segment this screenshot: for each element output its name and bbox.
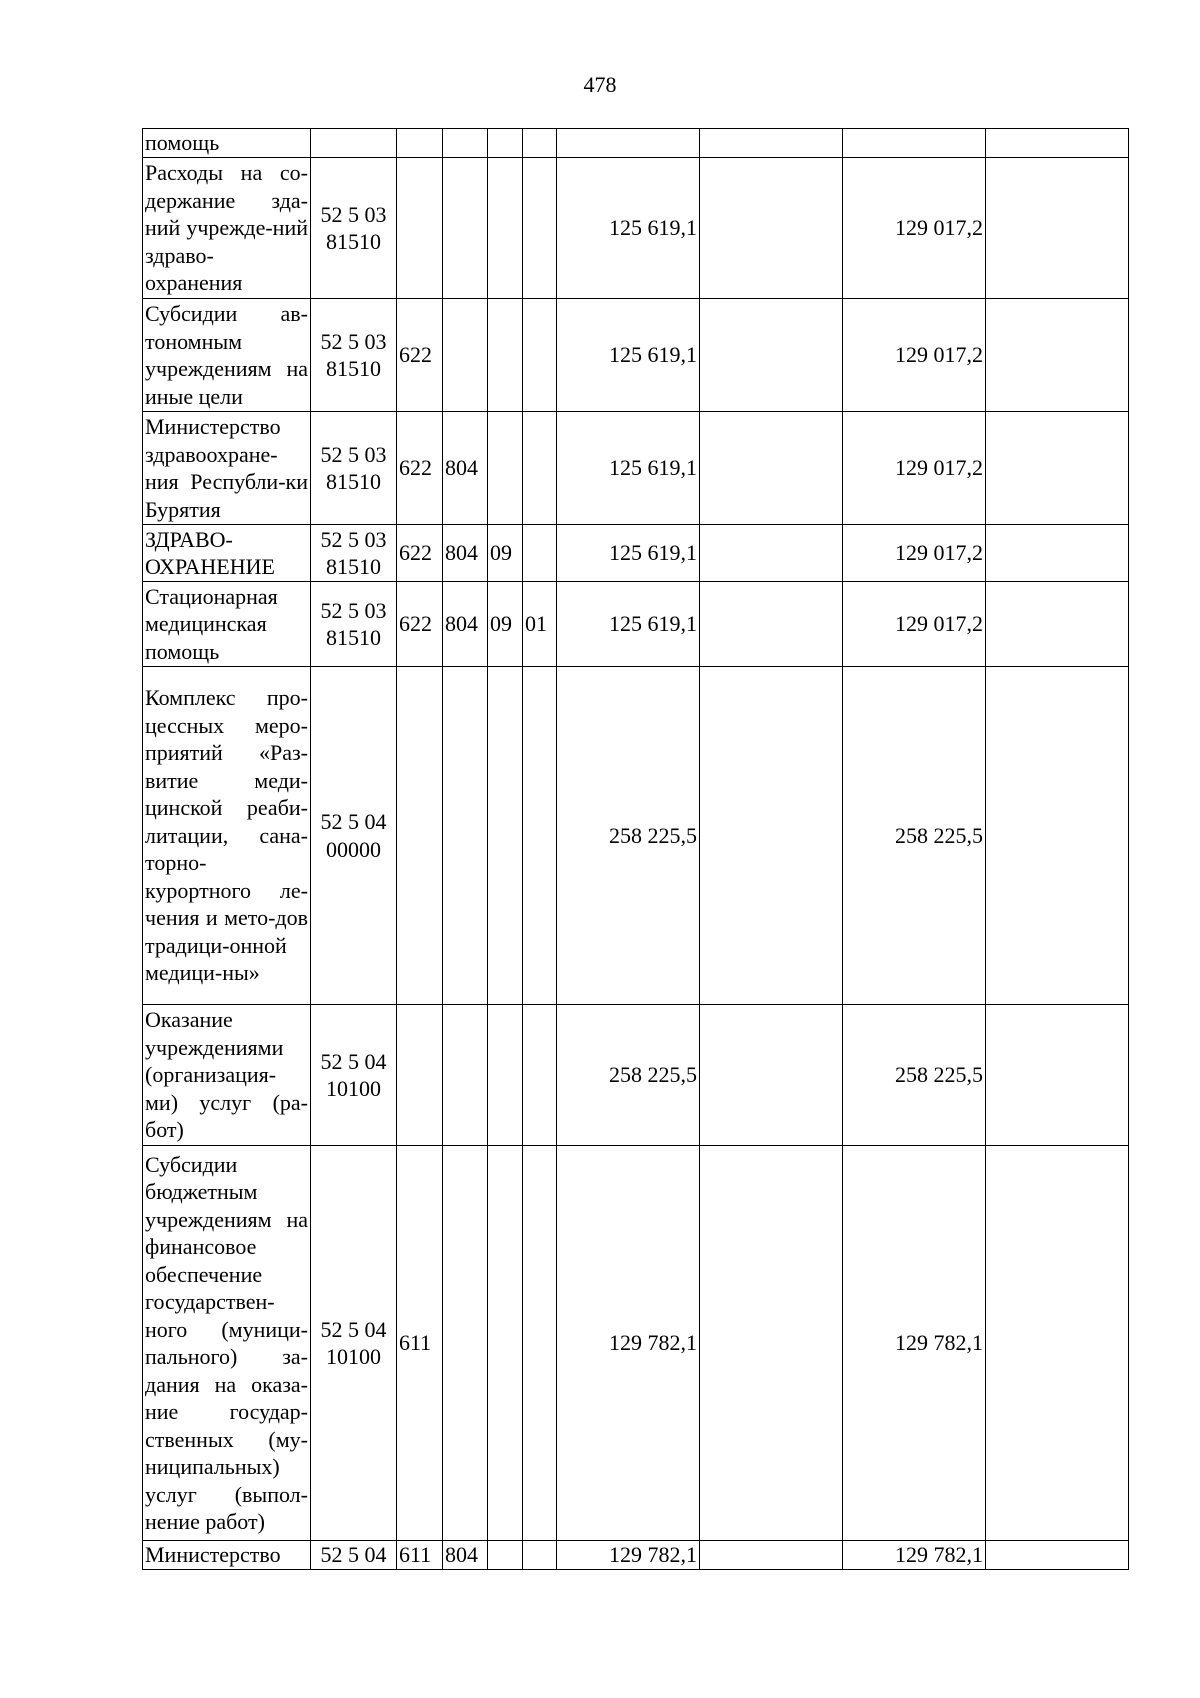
- row-amount-3: 258 225,5: [843, 1005, 986, 1146]
- budget-table: [142, 128, 1129, 1570]
- table-row: [143, 158, 1129, 299]
- row-amount-2: [700, 1541, 843, 1570]
- row-subsection: [523, 525, 557, 582]
- row-amount-4: [986, 129, 1129, 158]
- row-subsection: [523, 1005, 557, 1146]
- row-subsection: [523, 412, 557, 525]
- table-row: [143, 1541, 1129, 1570]
- row-department-code: 804: [443, 582, 488, 667]
- row-section: [488, 667, 523, 1005]
- row-name: Расходы на со-держание зда-ний учрежде-ний здраво-охранения: [143, 158, 311, 299]
- row-amount-1: 258 225,5: [557, 667, 700, 1005]
- row-section: [488, 1146, 523, 1541]
- row-target-code: 52 5 03 81510: [311, 525, 397, 582]
- row-amount-4: [986, 582, 1129, 667]
- row-department-code: [443, 299, 488, 412]
- table-row: [143, 299, 1129, 412]
- row-target-code: 52 5 04 00000: [311, 667, 397, 1005]
- row-subsection: [523, 1541, 557, 1570]
- table-row: [143, 582, 1129, 667]
- row-amount-2: [700, 129, 843, 158]
- row-name: Субсидии бюджетным учреждениям на финансовое обеспечение государствен-ного (муници-пального) за-дания на оказа-ние государ-ственных (му-ниципальных) услуг (выпол-нение работ): [143, 1146, 311, 1541]
- row-target-code: 52 5 03 81510: [311, 582, 397, 667]
- row-amount-3: 258 225,5: [843, 667, 986, 1005]
- row-expense-type: 622: [397, 582, 443, 667]
- row-amount-3: 129 017,2: [843, 582, 986, 667]
- row-section: [488, 1005, 523, 1146]
- row-name: Оказание учреждениями (организация-ми) услуг (ра-бот): [143, 1005, 311, 1146]
- row-department-code: [443, 1146, 488, 1541]
- row-amount-1: 125 619,1: [557, 525, 700, 582]
- row-amount-2: [700, 582, 843, 667]
- row-department-code: 804: [443, 525, 488, 582]
- row-expense-type: 622: [397, 412, 443, 525]
- row-amount-4: [986, 667, 1129, 1005]
- row-amount-1: [557, 129, 700, 158]
- row-expense-type: 611: [397, 1541, 443, 1570]
- row-section: 09: [488, 525, 523, 582]
- row-amount-3: 129 017,2: [843, 158, 986, 299]
- row-department-code: [443, 667, 488, 1005]
- row-amount-2: [700, 412, 843, 525]
- row-section: [488, 1541, 523, 1570]
- row-amount-1: 125 619,1: [557, 412, 700, 525]
- row-name: Комплекс про-цессных меро-приятий «Раз-витие меди-цинской реаби-литации, сана-торно-курортного ле-чения и мето-дов традици-онной медици-ны»: [143, 667, 311, 1005]
- row-amount-3: 129 017,2: [843, 299, 986, 412]
- row-amount-4: [986, 525, 1129, 582]
- row-name: ЗДРАВО-ОХРАНЕНИЕ: [143, 525, 311, 582]
- row-section: [488, 412, 523, 525]
- row-amount-1: 129 782,1: [557, 1146, 700, 1541]
- table-row: [143, 1146, 1129, 1541]
- row-subsection: [523, 299, 557, 412]
- row-amount-3: 129 017,2: [843, 412, 986, 525]
- row-section: 09: [488, 582, 523, 667]
- row-name: помощь: [143, 129, 311, 158]
- row-expense-type: 611: [397, 1146, 443, 1541]
- row-amount-4: [986, 412, 1129, 525]
- table-row: [143, 1005, 1129, 1146]
- row-name: Министерство здравоохране-ния Республи-ки Бурятия: [143, 412, 311, 525]
- row-target-code: 52 5 03 81510: [311, 412, 397, 525]
- row-name: Министерство: [143, 1541, 311, 1570]
- row-subsection: [523, 129, 557, 158]
- row-amount-4: [986, 1005, 1129, 1146]
- row-subsection: [523, 1146, 557, 1541]
- row-section: [488, 129, 523, 158]
- row-amount-2: [700, 158, 843, 299]
- row-amount-1: 125 619,1: [557, 299, 700, 412]
- row-amount-4: [986, 299, 1129, 412]
- row-expense-type: 622: [397, 525, 443, 582]
- row-amount-4: [986, 1541, 1129, 1570]
- row-amount-2: [700, 1005, 843, 1146]
- row-name: Субсидии ав-тономным учреждениям на иные цели: [143, 299, 311, 412]
- row-target-code: 52 5 03 81510: [311, 158, 397, 299]
- row-amount-4: [986, 1146, 1129, 1541]
- row-section: [488, 299, 523, 412]
- table-row: [143, 129, 1129, 158]
- row-subsection: [523, 667, 557, 1005]
- row-amount-4: [986, 158, 1129, 299]
- row-amount-3: 129 782,1: [843, 1541, 986, 1570]
- row-department-code: [443, 129, 488, 158]
- row-amount-2: [700, 667, 843, 1005]
- row-expense-type: [397, 158, 443, 299]
- row-amount-2: [700, 299, 843, 412]
- row-target-code: 52 5 04 10100: [311, 1146, 397, 1541]
- row-department-code: 804: [443, 412, 488, 525]
- row-amount-3: 129 782,1: [843, 1146, 986, 1541]
- row-amount-3: 129 017,2: [843, 525, 986, 582]
- row-target-code: [311, 129, 397, 158]
- row-expense-type: [397, 129, 443, 158]
- row-amount-1: 125 619,1: [557, 582, 700, 667]
- row-amount-2: [700, 1146, 843, 1541]
- row-expense-type: 622: [397, 299, 443, 412]
- row-department-code: [443, 158, 488, 299]
- row-amount-1: 258 225,5: [557, 1005, 700, 1146]
- row-subsection: [523, 158, 557, 299]
- row-target-code: 52 5 04: [311, 1541, 397, 1570]
- row-target-code: 52 5 04 10100: [311, 1005, 397, 1146]
- row-subsection: 01: [523, 582, 557, 667]
- row-name: Стационарная медицинская помощь: [143, 582, 311, 667]
- table-row: [143, 525, 1129, 582]
- table-row: [143, 412, 1129, 525]
- row-department-code: [443, 1005, 488, 1146]
- row-amount-2: [700, 525, 843, 582]
- row-expense-type: [397, 667, 443, 1005]
- row-amount-3: [843, 129, 986, 158]
- row-amount-1: 125 619,1: [557, 158, 700, 299]
- row-target-code: 52 5 03 81510: [311, 299, 397, 412]
- row-amount-1: 129 782,1: [557, 1541, 700, 1570]
- row-section: [488, 158, 523, 299]
- page-number: 478: [583, 72, 617, 97]
- row-expense-type: [397, 1005, 443, 1146]
- table-row: [143, 667, 1129, 1005]
- row-department-code: 804: [443, 1541, 488, 1570]
